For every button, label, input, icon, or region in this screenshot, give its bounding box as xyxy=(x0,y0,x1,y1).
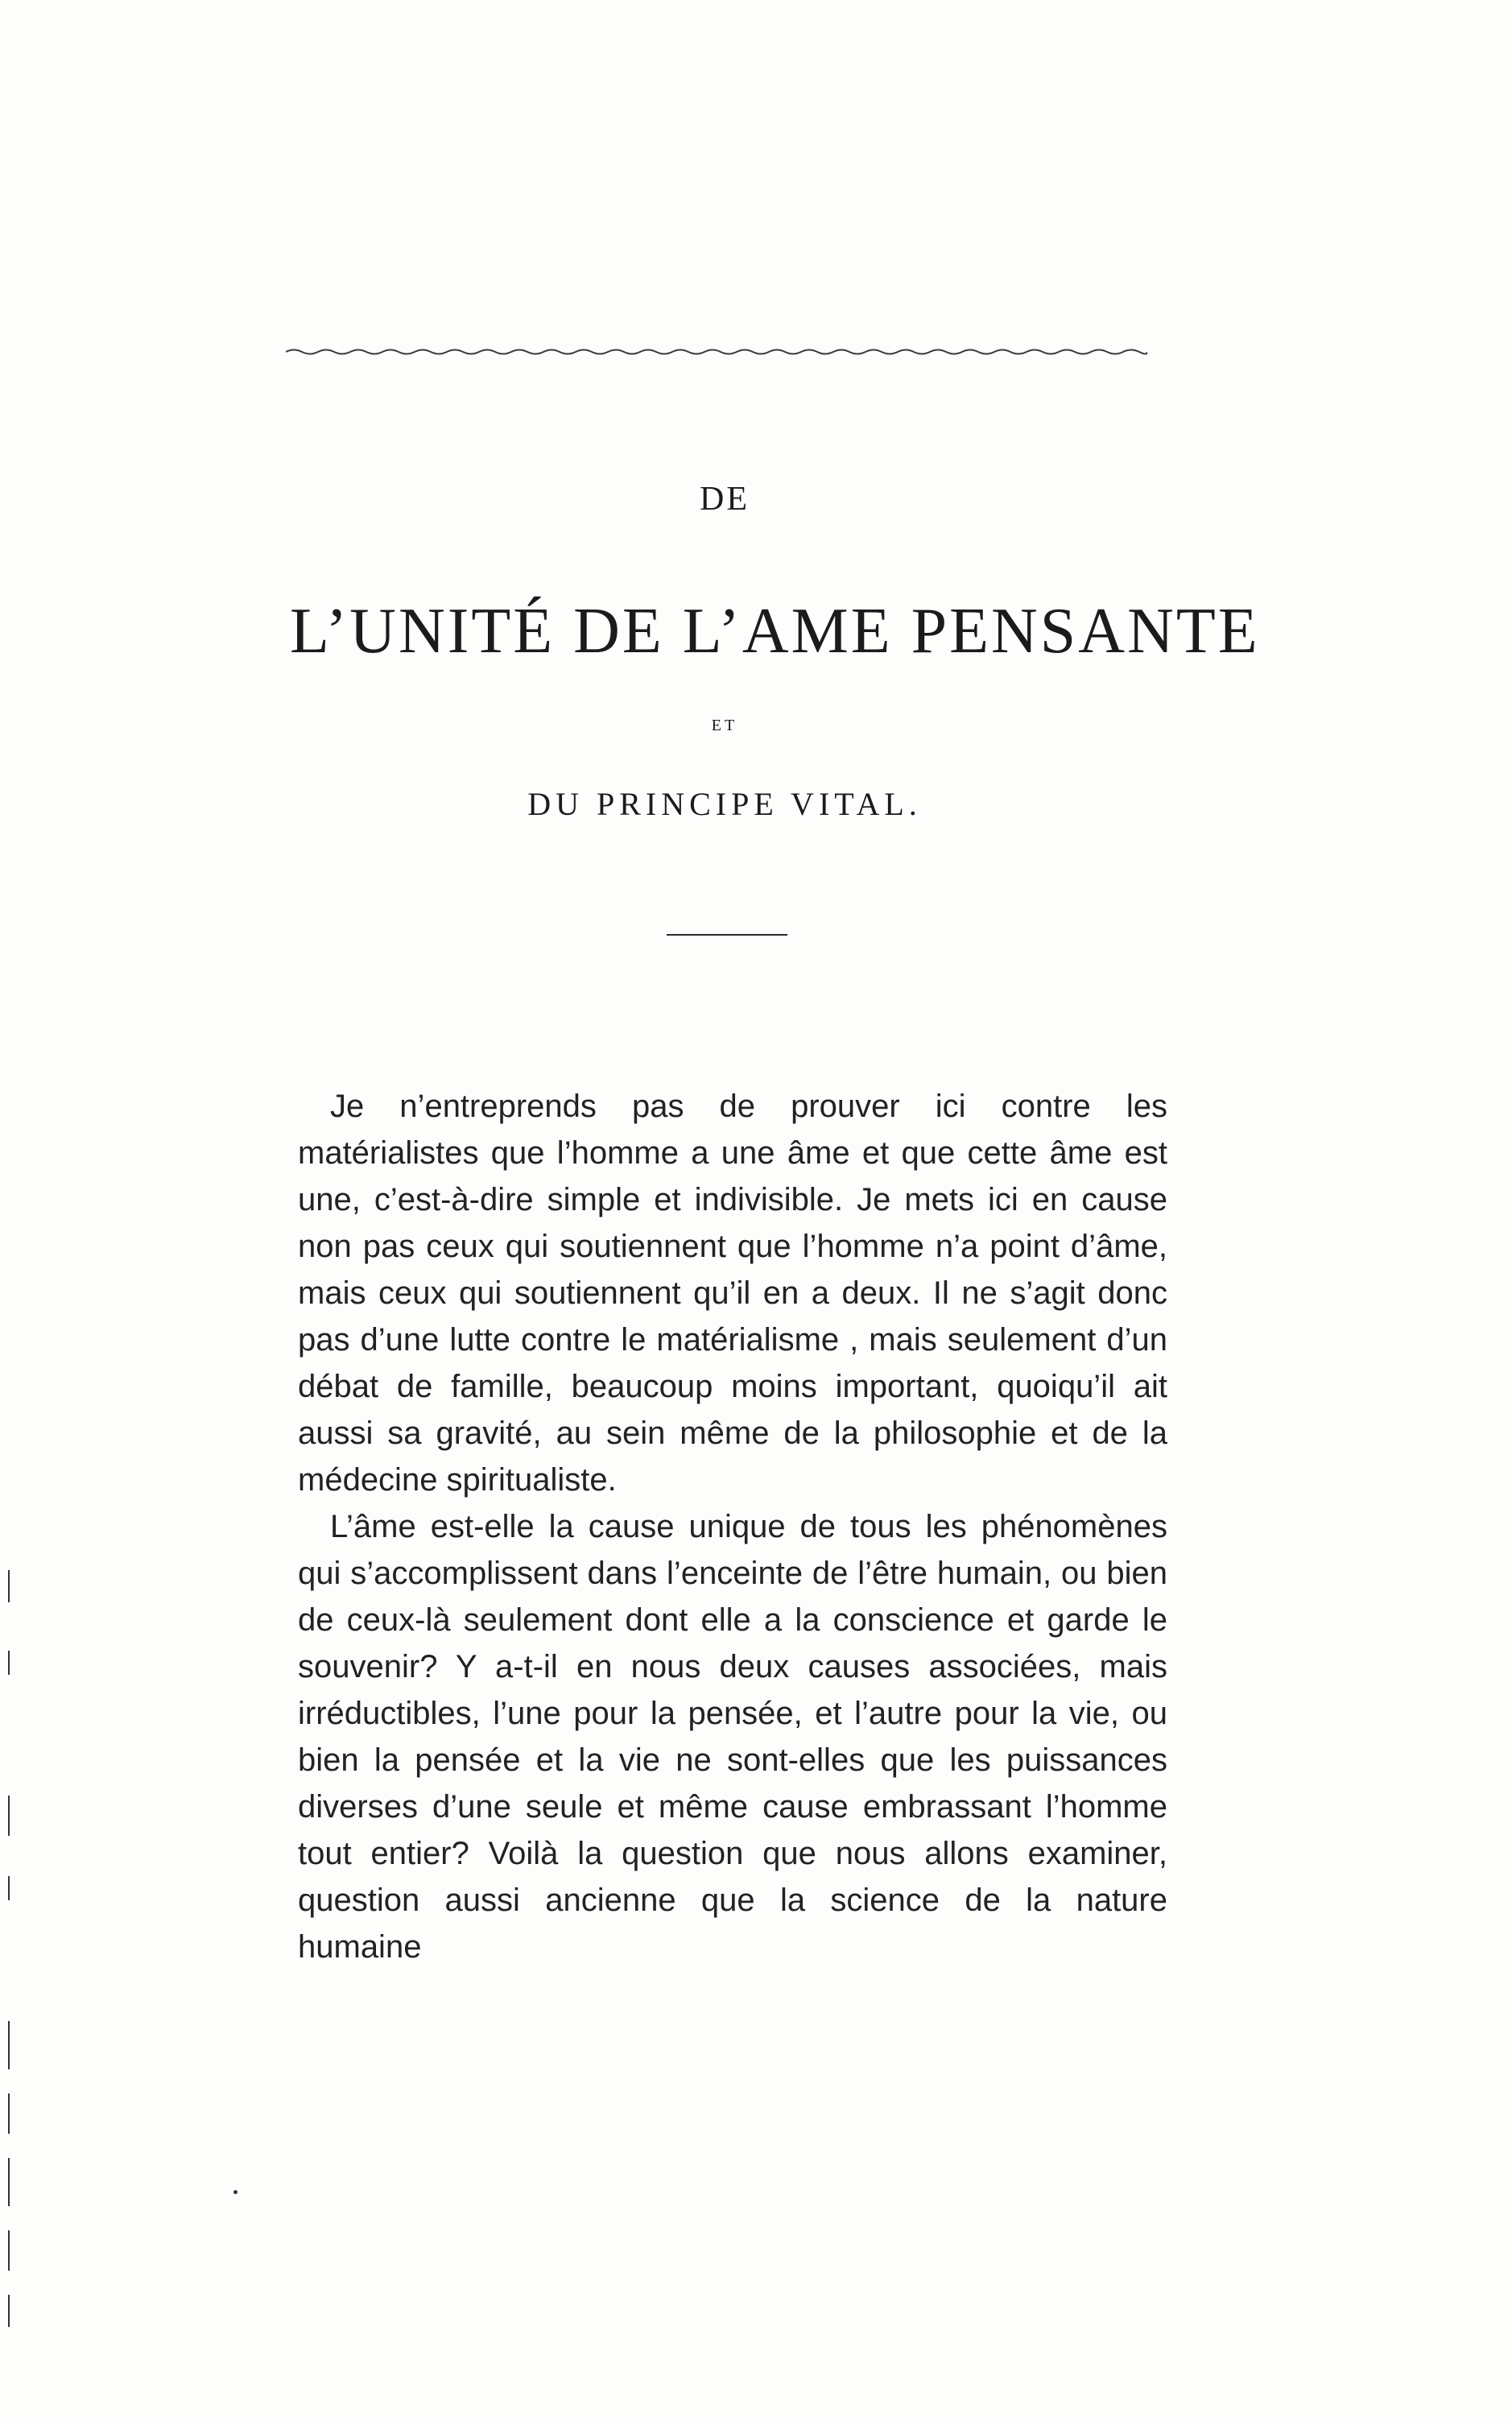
scan-margin-mark xyxy=(8,1796,10,1836)
decorative-top-rule xyxy=(286,345,1147,359)
paragraph-1: Je n’entreprends pas de prouver ici contre les matérialistes que l’homme a une âme et que cette âme est une, c’est-à-dire simple et indivisible. Je mets ici en cause non pas ceux qui soutiennent que l’homme n’a point d’âme, mais ceux qui soutiennent qu’il en a deux. Il ne s’agit donc pas d’une lutte contre le matérialisme , mais seulement d’un débat de famille, beaucoup moins important, quoiqu’il ait aussi sa gravité, au sein même de la philosophie et de la médecine spiritualiste. xyxy=(298,1089,1167,1498)
scan-margin-mark xyxy=(8,2093,10,2134)
section-divider xyxy=(667,934,787,936)
page-subtitle: DU PRINCIPE VITAL. xyxy=(527,786,922,822)
body-text xyxy=(298,1083,1167,1970)
paragraph-2: L’âme est-elle la cause unique de tous les phénomènes qui s’accomplissent dans l’enceinte de l’être humain, ou bien de ceux-là seulement dont elle a la conscience et garde le souvenir? Y a-t-il en nous deux causes associées, mais irréductibles, l’une pour la pensée, et l’autre pour la vie, ou bien la pensée et la vie ne sont-elles que les puissances diverses d’une seule et même cause embrassant l’homme tout entier? Voilà la question que nous allons examiner, question aussi ancienne que la science de la nature humaine xyxy=(298,1509,1167,1965)
scan-margin-mark xyxy=(8,2295,10,2327)
scan-margin-mark xyxy=(8,2230,10,2271)
page-title: L’UNITÉ DE L’AME PENSANTE xyxy=(290,596,1260,667)
scan-margin-mark xyxy=(8,2021,10,2069)
scan-margin-mark xyxy=(8,1570,10,1602)
heading-et: ET xyxy=(711,717,738,734)
scan-margin-mark xyxy=(8,2158,10,2206)
scan-speck xyxy=(233,2190,238,2194)
heading-de: DE xyxy=(700,481,750,518)
scan-margin-mark xyxy=(8,1651,10,1675)
scan-margin-mark xyxy=(8,1876,10,1900)
